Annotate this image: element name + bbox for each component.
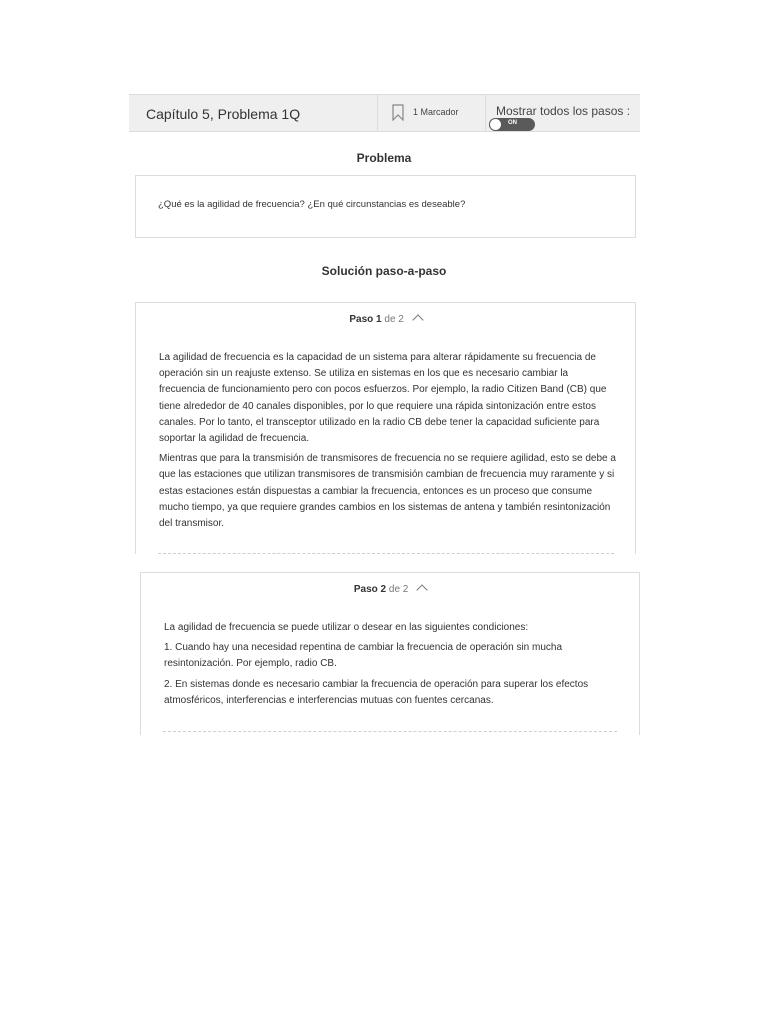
bookmark-icon[interactable]: [392, 104, 404, 121]
toggle-state-label: ON: [508, 120, 517, 126]
step-paragraph: La agilidad de frecuencia se puede utilizar o desear en las siguientes condiciones:: [164, 622, 529, 633]
show-all-steps-label: Mostrar todos los pasos :: [496, 104, 631, 118]
bookmark-count[interactable]: 1 Marcador: [413, 107, 459, 117]
step-2-body: [164, 620, 620, 713]
step-label: Paso 2: [353, 584, 387, 595]
step-1-body: [159, 350, 617, 536]
step-1-card: [135, 302, 636, 554]
step-paragraph: Mientras que para la transmisión de transmisores de frecuencia no se requiere agilidad, esto se debe a que las estaciones que utilizan transmisores de transmisión cambian de frecuencia muy raramente y si estas estaciones están dispuestas a cambiar la frecuencia, entonces es un proceso que consume mucho tiempo, ya que requiere grandes cambios en los sistemas de antena y también resintonización del transmisor.: [159, 453, 616, 530]
step-paragraph: 2. En sistemas donde es necesario cambiar la frecuencia de operación para superar los efectos atmosféricos, interferencias e interferencias mutuas con fuentes cercanas.: [164, 678, 589, 706]
step-2-header[interactable]: [141, 584, 639, 595]
problem-text: ¿Qué es la agilidad de frecuencia? ¿En qué circunstancias es deseable?: [158, 199, 466, 210]
chapter-title: Capítulo 5, Problema 1Q: [146, 106, 301, 122]
header-divider: [485, 95, 486, 131]
chapter-header: [129, 94, 640, 132]
chevron-up-icon[interactable]: [416, 584, 427, 595]
step-count: de 2: [384, 314, 404, 325]
show-all-steps-toggle[interactable]: [489, 118, 535, 131]
step-1-header[interactable]: [136, 314, 635, 325]
chevron-up-icon[interactable]: [412, 314, 423, 325]
problem-box: [135, 175, 636, 238]
problem-heading: Problema: [356, 151, 412, 165]
step-2-card: [140, 572, 640, 735]
solution-heading: Solución paso-a-paso: [321, 264, 447, 278]
step-paragraph: La agilidad de frecuencia es la capacidad de un sistema para alterar rápidamente su frecuencia de operación sin un reajuste extenso. Se utiliza en sistemas en los que es necesario cambiar la frecuencia de funcionamiento pero con pocos esfuerzos. Por ejemplo, la radio Citizen Band (CB) que tiene alrededor de 40 canales disponibles, por lo que requiere una rápida sintonización entre estos canales. Por lo tanto, el transceptor utilizado en la radio CB debe tener la capacidad suficiente para soportar la agilidad de frecuencia.: [159, 352, 607, 445]
step-divider: [163, 731, 617, 732]
step-count: de 2: [388, 584, 409, 595]
step-paragraph: 1. Cuando hay una necesidad repentina de cambiar la frecuencia de operación sin mucha resintonización. Por ejemplo, radio CB.: [164, 642, 563, 670]
header-divider: [377, 95, 378, 131]
toggle-knob: [489, 118, 502, 131]
step-divider: [158, 553, 614, 554]
step-label: Paso 1: [349, 314, 382, 325]
